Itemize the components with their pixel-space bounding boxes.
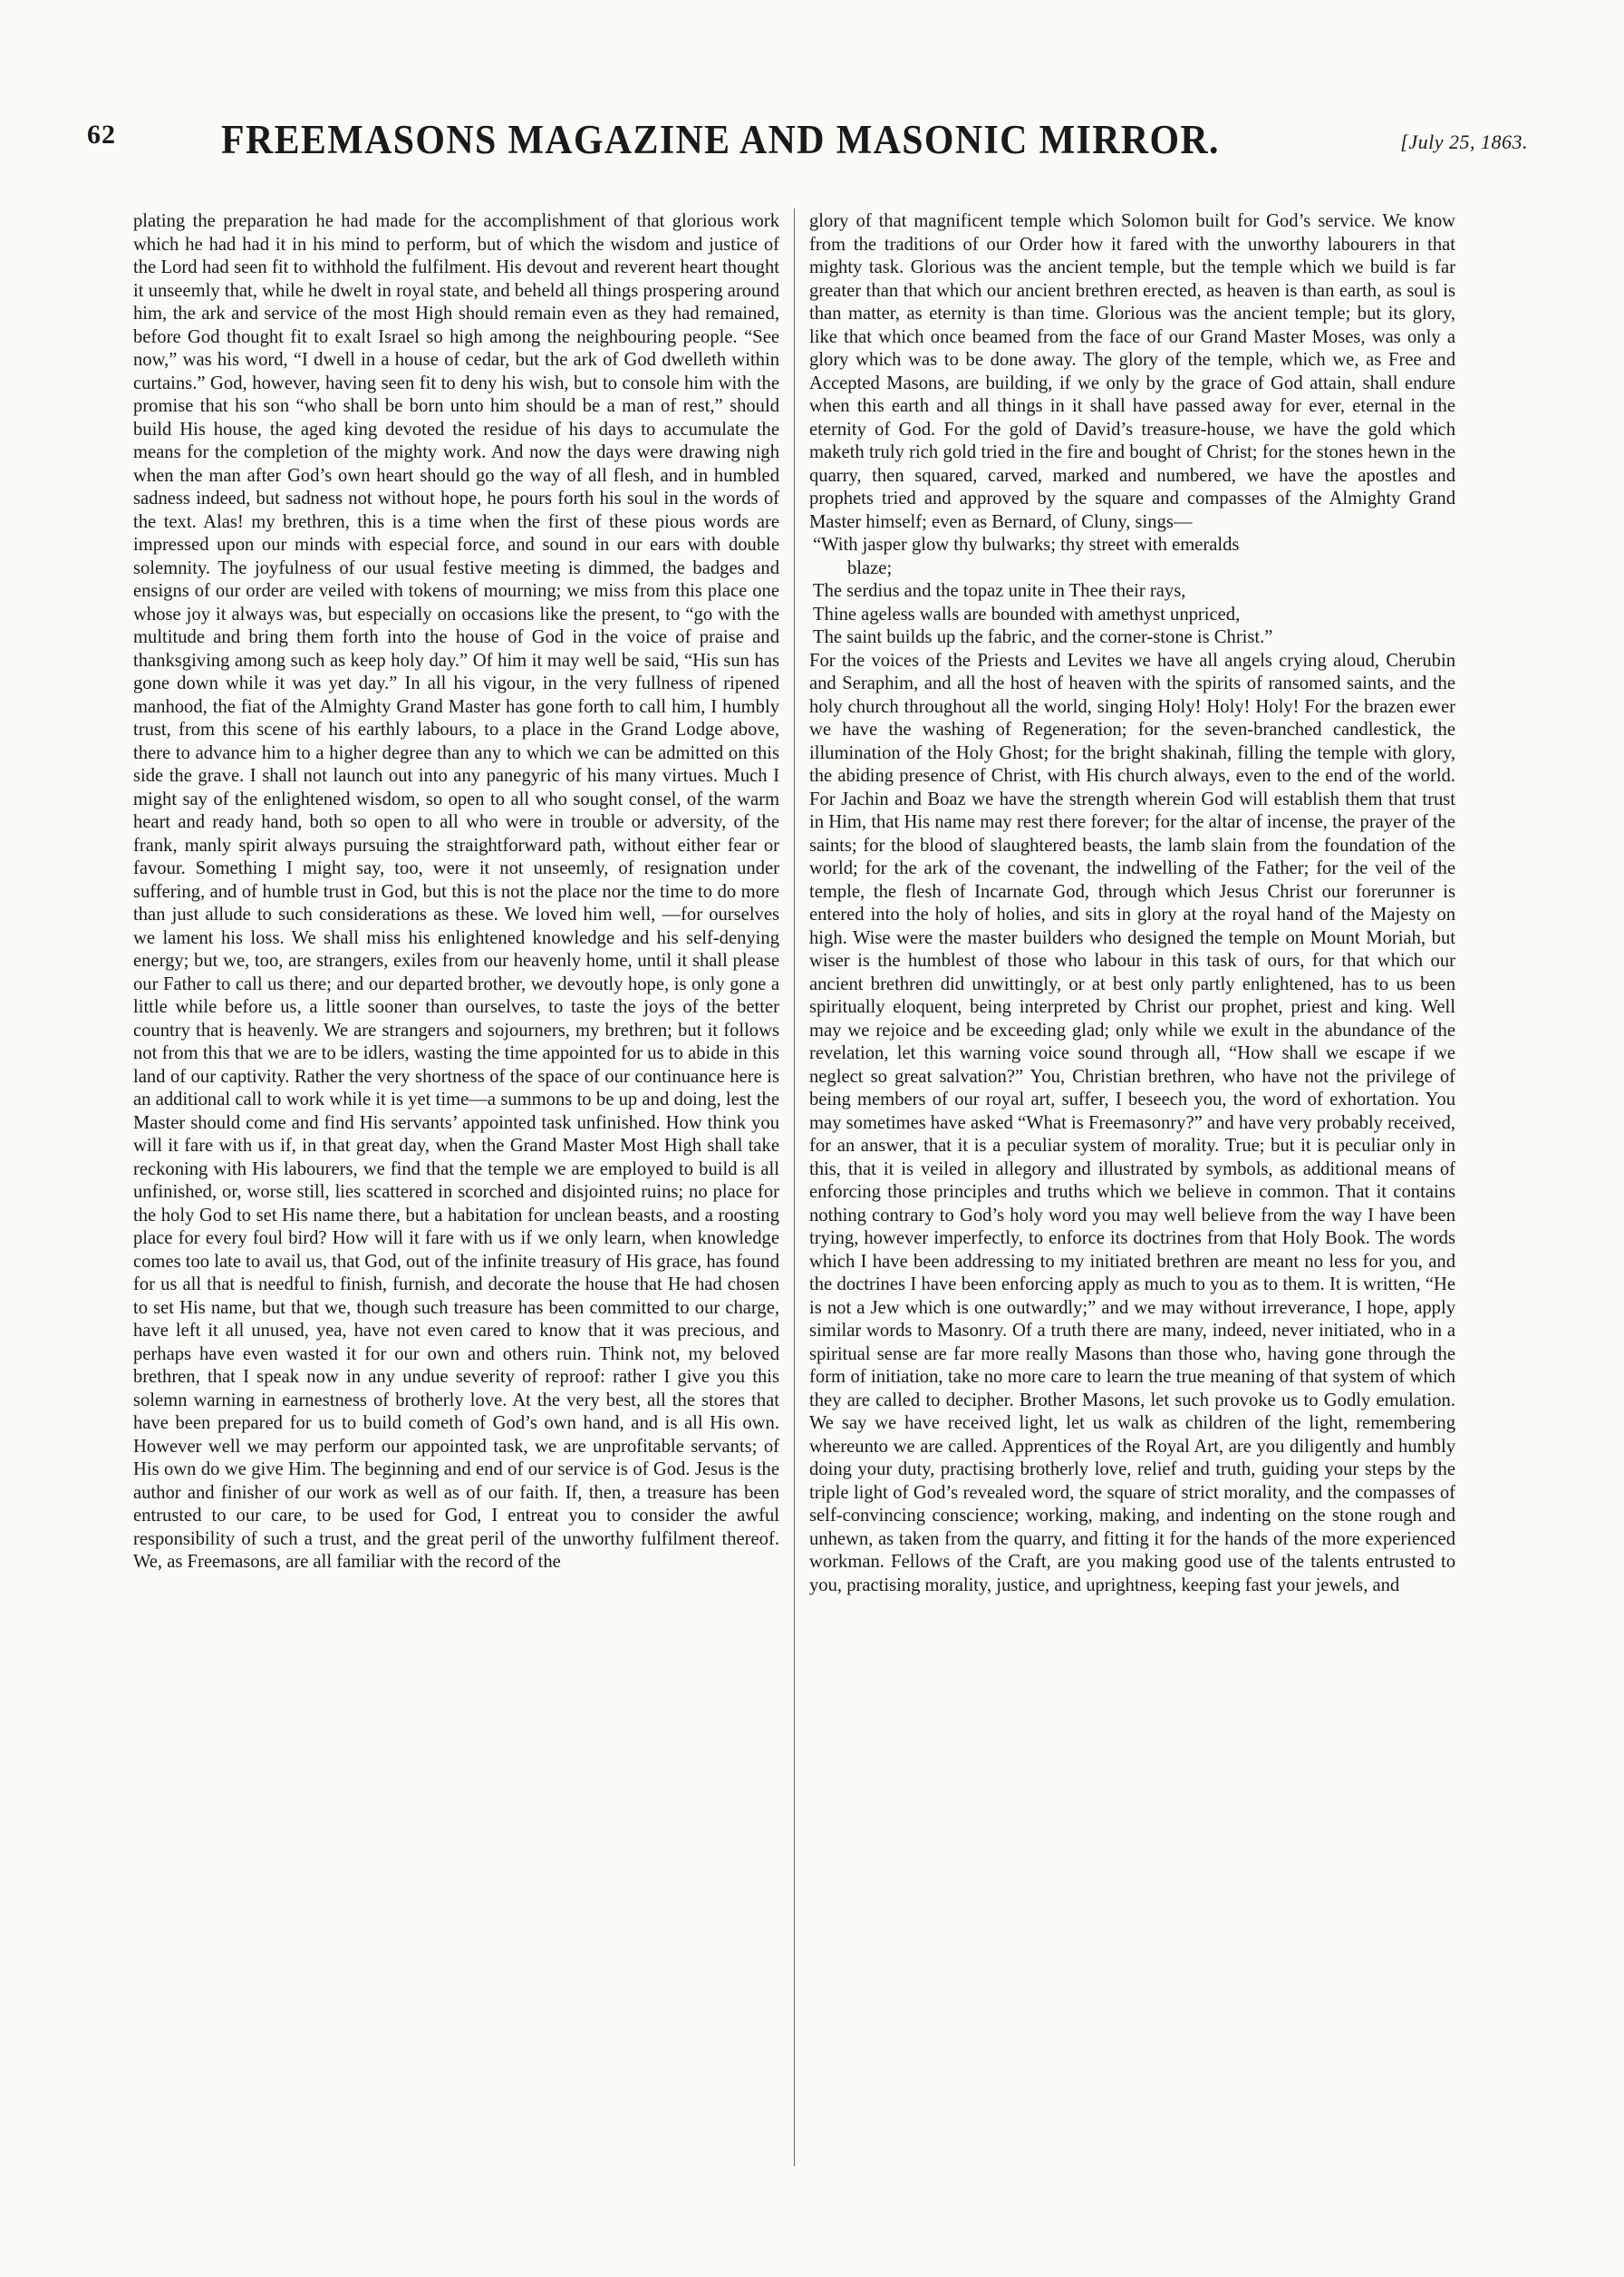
verse-quotation — [809, 534, 1455, 650]
verse-line: blaze; — [847, 557, 893, 578]
right-column-paragraph-1: glory of that magnificent temple which Solomon built for God’s service. We know from the traditions of our Order how it fared with the unworthy labourers in that mighty task. Glorious was the ancient temple, but the temple which we build is far greater than that which our ancient brethren erected, as heaven is than earth, as soul is than matter, as eternity is than time. Glorious was the ancient temple; but its glory, like that which once beamed from the face of our Grand Master Moses, was only a glory which was to be done away. The glory of the temple, which we, as Free and Accepted Masons, are building, if we only by the grace of God attain, shall endure when this earth and all things in it shall have passed away for ever, eternal in the eternity of God. For the gold of David’s treasure-house, we have the gold which maketh truly rich gold tried in the fire and bought of Christ; for the stones hewn in the quarry, then squared, carved, marked and numbered, we have the apostles and prophets tried and approved by the square and compasses of the Almighty Grand Master himself; even as Bernard, of Cluny, sings— — [809, 211, 1455, 532]
verse-line: “With jasper glow thy bulwarks; thy street with emeralds — [813, 535, 1240, 555]
verse-line: Thine ageless walls are bounded with amethyst unpriced, — [813, 604, 1241, 625]
column-divider — [794, 208, 795, 2166]
page-number: 62 — [87, 120, 116, 150]
left-column — [133, 210, 779, 2159]
verse-line: The saint builds up the fabric, and the corner-stone is Christ.” — [813, 627, 1273, 647]
masthead-title: FREEMASONS MAGAZINE AND MASONIC MIRROR. — [221, 117, 1220, 162]
issue-date: [July 25, 1863. — [1400, 131, 1528, 153]
right-column-paragraph-2: For the voices of the Priests and Levites we have all angels crying aloud, Cherubin and Seraphim, and all the host of heaven with the spirits of ransomed saints, and the holy church throughout all the world, singing Holy! Holy! Holy! For the brazen ewer we have the washing of Regeneration; for the seven-branched candlestick, the illumination of the Holy Ghost; for the bright shakinah, filling the temple with glory, the abiding presence of Christ, with His church always, even to the end of the world. For Jachin and Boaz we have the strength wherein God will establish them that trust in Him, that His name may rest there forever; for the altar of incense, the prayer of the saints; for the blood of slaughtered beasts, the lamb slain from the foundation of the world; for the ark of the covenant, the indwelling of the Father; for the veil of the temple, the flesh of Incarnate God, through which Jesus Christ our forerunner is entered into the holy of holies, and sits in glory at the royal hand of the Majesty on high. Wise were the master builders who designed the temple on Mount Moriah, but wiser is the humblest of those who labour in this task of ours, for that which our ancient brethren did unwittingly, or at best only partly enlightened, has to us been spiritually eloquent, being interpreted by Christ our prophet, priest and king. Well may we rejoice and be exceeding glad; only while we exult in the abundance of the revelation, let this warning voice sound through all, “How shall we escape if we neglect so great salvation?” You, Christian brethren, who have not the privilege of being members of our royal art, suffer, I beseech you, the word of exhortation. You may sometimes have asked “What is Freemasonry?” and have very probably received, for an answer, that it is a peculiar system of morality. True; but it is peculiar only in this, that it is veiled in allegory and illustrated by symbols, as additional means of enforcing those principles and truths which we believe in common. That it contains nothing contrary to God’s holy word you may well believe from the way I have been trying, however imperfectly, to enforce its doctrines from that Holy Book. The words which I have been addressing to my initiated brethren are meant no less for you, and the doctrines I have been enforcing apply as much to you as to them. It is written, “He is not a Jew which is one outwardly;” and we may without irreverance, I hope, apply similar words to Masonry. Of a truth there are many, indeed, never initiated, who in a spiritual sense are far more really Masons than those who, having gone through the form of initiation, take no more care to learn the true meaning of that system of which they are called to decipher. Brother Masons, let such provoke us to Godly emulation. We say we have received light, let us walk as children of the light, remembering whereunto we are called. Apprentices of the Royal Art, are you diligently and humbly doing your duty, practising brotherly love, relief and truth, guiding your steps by the triple light of God’s revealed word, the square of strict morality, and the compasses of self-convincing conscience; working, making, and indenting on the stone rough and unhewn, as taken from the quarry, and fitting it for the hands of the more experienced workman. Fellows of the Craft, are you making good use of the talents entrusted to you, practising morality, justice, and uprightness, keeping fast your jewels, and — [809, 650, 1455, 1595]
left-column-paragraph: plating the preparation he had made for the accomplishment of that glorious work which he had had it in his mind to perform, but of which the wisdom and justice of the Lord had seen fit to withhold the fulfilment. His devout and reverent heart thought it unseemly that, while he dwelt in royal state, and beheld all things prospering around him, the ark and service of the most High should remain even as they had remained, before God thought fit to exalt Israel so high among the neighbouring people. “See now,” was his word, “I dwell in a house of cedar, but the ark of God dwelleth within curtains.” God, however, having seen fit to deny his wish, but to console him with the promise that his son “who shall be born unto him should be a man of rest,” should build His house, the aged king devoted the residue of his days to accumulate the means for the completion of the mighty work. And now the days were drawing nigh when the man after God’s own heart should go the way of all flesh, and in humbled sadness indeed, but sadness not without hope, he pours forth his soul in the words of the text. Alas! my brethren, this is a time when the first of these pious words are impressed upon our minds with especial force, and sound in our ears with double solemnity. The joyfulness of our usual festive meeting is dimmed, the badges and ensigns of our order are veiled with tokens of mourning; we miss from this place one whose joy it always was, but especially on occasions like the present, to “go with the multitude and bring them forth into the house of God in the voice of praise and thanksgiving among such as keep holy day.” Of him it may well be said, “His sun has gone down while it was yet day.” In all his vigour, in the very fullness of ripened manhood, the fiat of the Almighty Grand Master has gone forth to call him, I humbly trust, from this scene of his earthly labours, to a place in the Grand Lodge above, there to advance him to a higher degree than any to which we can be admitted on this side the grave. I shall not launch out into any panegyric of his many virtues. Much I might say of the enlightened wisdom, so open to all who sought consel, of the warm heart and ready hand, both so open to all who were in trouble or adversity, of the frank, manly spirit always pursuing the straightforward path, without either fear or favour. Something I might say, too, were it not unseemly, of resignation under suffering, and of humble trust in God, but this is not the place nor the time to do more than just allude to such considerations as these. We loved him well, —for ourselves we lament his loss. We shall miss his enlightened knowledge and his self-denying energy; but we, too, are strangers, exiles from our heavenly home, until it shall please our Father to call us there; and our departed brother, we devoutly hope, is only gone a little while before us, a little sooner than ourselves, to taste the joys of the better country that is heavenly. We are strangers and sojourners, my brethren; but it follows not from this that we are to be idlers, wasting the time appointed for us to abide in this land of our captivity. Rather the very shortness of the space of our continuance here is an additional call to work while it is yet time—a summons to be up and doing, lest the Master should come and find His servants’ appointed task unfinished. How think you will it fare with us if, in that great day, when the Grand Master Most High shall take reckoning with His labourers, we find that the temple we are employed to build is all unfinished, or, worse still, lies scattered in scorched and disjointed ruins; no place for the holy God to set His name there, but a habitation for unclean beasts, and a roosting place for every foul bird? How will it fare with us if we only learn, when knowledge comes too late to avail us, that God, out of the infinite treasury of His grace, has found for us all that is needful to finish, furnish, and decorate the house that He had chosen to set His name, but that we, though such treasure has been committed to our charge, have left it all unused, yea, have not even cared to know that it was precious, and perhaps have even wasted it for our own and others ruin. Think not, my beloved brethren, that I speak now in any undue severity of reproof: rather I give you this solemn warning in earnestness of brotherly love. At the very best, all the stores that have been prepared for us to build cometh of God’s own hand, and is all His own. However well we may perform our appointed task, we are unprofitable servants; of His own do we give Him. The beginning and end of our service is of God. Jesus is the author and finisher of our work as well as of our faith. If, then, a treasure has been entrusted to our care, to be used for God, I entreat you to consider the awful responsibility of such a trust, and the great peril of the unworthy fulfilment thereof. We, as Freemasons, are all familiar with the record of the — [133, 211, 779, 1572]
right-column — [809, 210, 1455, 2159]
page-header — [87, 117, 1528, 183]
verse-line: The serdius and the topaz unite in Thee their rays, — [813, 581, 1186, 601]
